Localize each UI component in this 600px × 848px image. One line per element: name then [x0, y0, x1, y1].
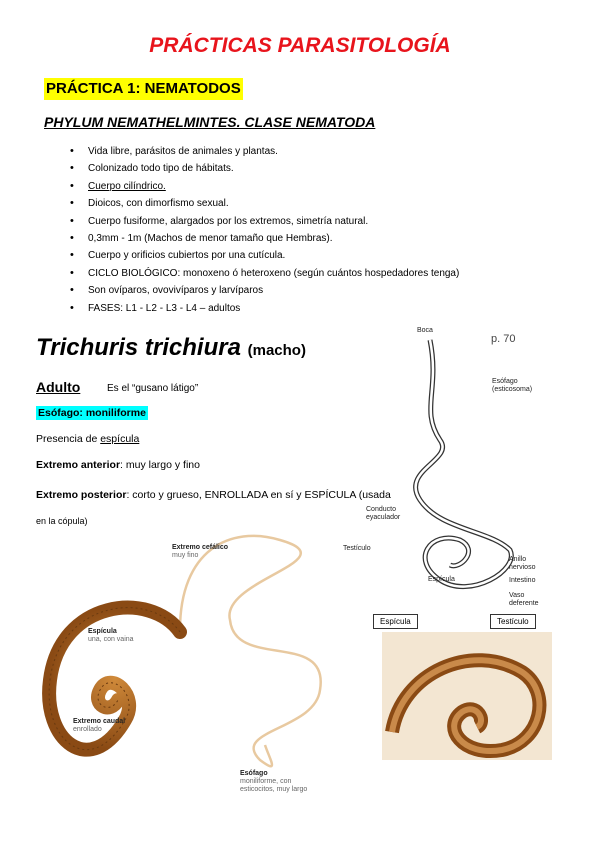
extremo-posterior-label: Extremo posterior	[36, 489, 127, 501]
box-espicula: Espícula	[373, 614, 418, 629]
diagram-boca: Boca	[417, 327, 433, 334]
espicula-note	[36, 433, 139, 445]
extremo-posterior-text: : corto y grueso, ENROLLADA en sí y ESPÍCULA (usada	[126, 489, 391, 501]
spicule-photo	[382, 632, 552, 760]
practica-heading: PRÁCTICA 1: NEMATODOS	[44, 78, 243, 100]
diagram-anillo: Anillo nervioso	[509, 556, 536, 571]
espicula-prefix: Presencia de	[36, 433, 101, 445]
diagram-intestino: Intestino	[509, 577, 536, 584]
label-extremo-cefalico: Extremo cefálico muy fino	[172, 544, 229, 559]
diagram-esofago: Esófago (esticosoma)	[492, 378, 533, 393]
extremo-posterior-cont: en la cópula)	[36, 516, 88, 526]
label-espicula-photo: Espícula una, con vaina	[88, 628, 134, 643]
characteristics-list	[70, 143, 459, 317]
extremo-anterior-text: : muy largo y fino	[120, 459, 200, 471]
diagram-espicula: Espícula	[428, 576, 455, 583]
list-item: • Son ovíparos, ovovivíparos y larvíparos	[70, 282, 459, 299]
list-item: • CICLO BIOLÓGICO: monoxeno ó heteroxeno (según cuántos hospedadores tenga)	[70, 265, 459, 282]
list-item: • FASES: L1 - L2 - L3 - L4 – adultos	[70, 300, 459, 317]
adulto-heading: Adulto	[36, 379, 81, 395]
label-esofago-photo: Esófago moniliforme, con esticocitos, muy largo	[240, 770, 308, 793]
species-heading	[36, 334, 306, 362]
list-item: • Dioicos, con dimorfismo sexual.	[70, 195, 459, 212]
extremo-anterior-label: Extremo anterior	[36, 459, 121, 471]
adulto-desc: Es el “gusano látigo”	[107, 383, 199, 394]
extremo-anterior-note	[36, 459, 200, 471]
diagram-conducto: Conducto eyaculador	[366, 506, 401, 521]
diagram-testiculo: Testículo	[343, 545, 371, 552]
list-item: • Cuerpo y orificios cubiertos por una cutícula.	[70, 247, 459, 264]
list-item: • Cuerpo cilíndrico.	[70, 178, 459, 195]
species-name: Trichuris trichiura	[36, 334, 241, 361]
list-item: • Colonizado todo tipo de hábitats.	[70, 160, 459, 177]
box-testiculo: Testículo	[490, 614, 536, 629]
worm-photo	[30, 520, 390, 820]
espicula-word: espícula	[100, 433, 140, 445]
esofago-note: Esófago: moniliforme	[38, 407, 146, 419]
worm-thin-part	[180, 536, 321, 766]
diagram-vaso: Vaso deferente	[509, 592, 539, 607]
label-extremo-caudal: Extremo caudal enrollado	[73, 718, 126, 733]
list-item: • Cuerpo fusiforme, alargados por los extremos, simetría natural.	[70, 213, 459, 230]
list-item: • 0,3mm - 1m (Machos de menor tamaño que Hembras).	[70, 230, 459, 247]
phylum-heading: PHYLUM NEMATHELMINTES. CLASE NEMATODA	[44, 114, 376, 130]
list-item: • Vida libre, parásitos de animales y plantas.	[70, 143, 459, 160]
page-reference: p. 70	[491, 333, 516, 345]
species-sex: (macho)	[247, 342, 306, 359]
page-title: PRÁCTICAS PARASITOLOGÍA	[149, 34, 451, 57]
